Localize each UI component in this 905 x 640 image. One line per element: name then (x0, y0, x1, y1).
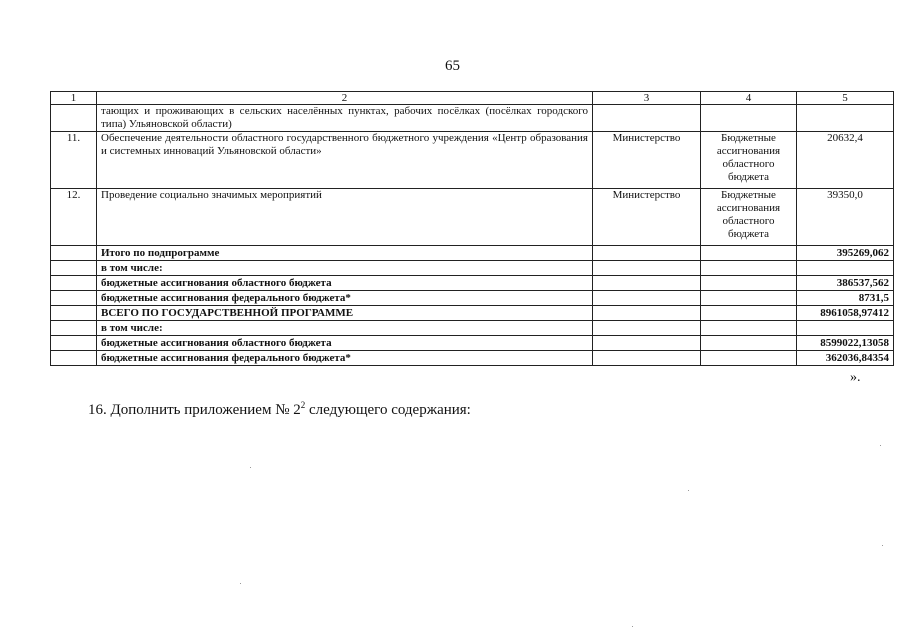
amendment-paragraph (88, 400, 471, 419)
summary-label: бюджетные ассигнования федерального бюджета* (97, 351, 593, 366)
continuation-text: тающих и проживающих в сельских населённых пунктах, рабочих посёлках (посёлках городского типа) Ульяновской области) (97, 105, 593, 132)
summary-row (51, 321, 894, 336)
summary-row (51, 291, 894, 306)
row-amount: 39350,0 (797, 189, 894, 246)
summary-row (51, 351, 894, 366)
page-number: 65 (445, 58, 460, 74)
scan-speck (880, 445, 881, 446)
summary-label: бюджетные ассигнования федерального бюджета* (97, 291, 593, 306)
summary-row (51, 246, 894, 261)
continuation-row (51, 105, 894, 132)
scan-speck (240, 583, 241, 584)
summary-row (51, 306, 894, 321)
paragraph-text-end: следующего содержания: (305, 402, 471, 418)
row-source: Бюджетные ассигнования областного бюджета (701, 189, 797, 246)
header-cell-4: 4 (701, 92, 797, 105)
row-number: 11. (51, 132, 97, 189)
header-cell-1: 1 (51, 92, 97, 105)
summary-row (51, 336, 894, 351)
summary-label: в том числе: (97, 261, 593, 276)
scan-speck (688, 490, 689, 491)
row-executor: Министерство (593, 132, 701, 189)
table-row (51, 189, 894, 246)
summary-value: 395269,062 (797, 246, 894, 261)
summary-value (797, 261, 894, 276)
row-executor: Министерство (593, 189, 701, 246)
summary-label: Итого по подпрограмме (97, 246, 593, 261)
table-row (51, 132, 894, 189)
budget-table (50, 91, 894, 366)
summary-value: 8961058,97412 (797, 306, 894, 321)
summary-value: 362036,84354 (797, 351, 894, 366)
summary-value: 8599022,13058 (797, 336, 894, 351)
summary-value (797, 321, 894, 336)
header-cell-2: 2 (97, 92, 593, 105)
summary-label: бюджетные ассигнования областного бюджета (97, 336, 593, 351)
summary-label: ВСЕГО ПО ГОСУДАРСТВЕННОЙ ПРОГРАММЕ (97, 306, 593, 321)
summary-row (51, 276, 894, 291)
header-row (51, 92, 894, 105)
summary-label: бюджетные ассигнования областного бюджета (97, 276, 593, 291)
closing-quote: ». (850, 370, 861, 385)
header-cell-5: 5 (797, 92, 894, 105)
row-name: Обеспечение деятельности областного государственного бюджетного учреждения «Центр образования и системных инноваций Ульяновской области» (97, 132, 593, 189)
paragraph-text: 16. Дополнить приложением № 2 (88, 402, 301, 418)
row-source: Бюджетные ассигнования областного бюджета (701, 132, 797, 189)
paragraph-superscript: 2 (300, 400, 306, 410)
scan-speck (882, 545, 883, 546)
summary-value: 386537,562 (797, 276, 894, 291)
scan-speck (632, 626, 633, 627)
row-name: Проведение социально значимых мероприятий (97, 189, 593, 246)
summary-value: 8731,5 (797, 291, 894, 306)
row-amount: 20632,4 (797, 132, 894, 189)
summary-row (51, 261, 894, 276)
row-number: 12. (51, 189, 97, 246)
header-cell-3: 3 (593, 92, 701, 105)
summary-label: в том числе: (97, 321, 593, 336)
scan-speck (250, 467, 251, 468)
